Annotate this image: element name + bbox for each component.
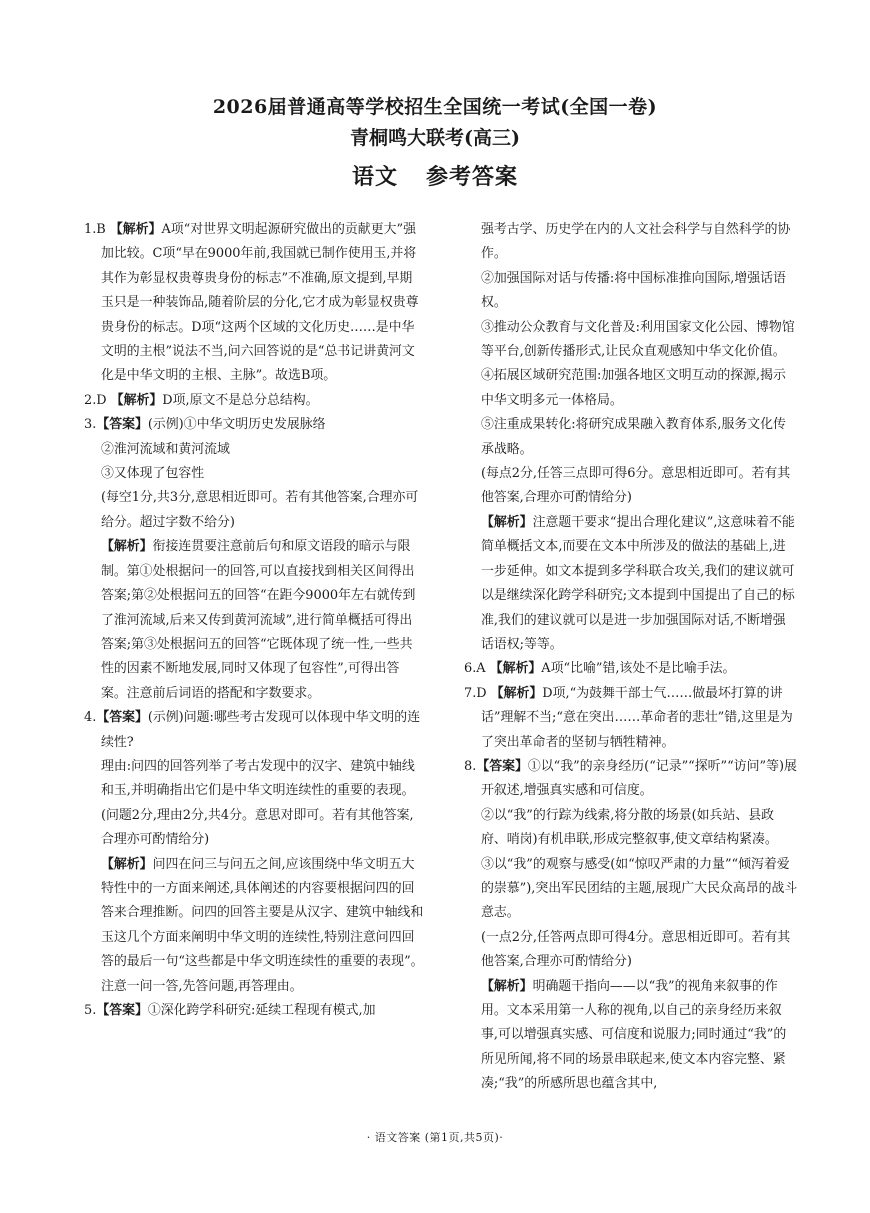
answer-paragraph (84, 755, 424, 804)
answer-paragraph (464, 364, 798, 413)
section-tag: 【答案】 (96, 710, 148, 726)
page-footer: · 语文答案 (第1页,共5页)· (366, 1131, 504, 1144)
section-tag: 【答案】 (96, 417, 148, 433)
answer-paragraph (464, 657, 798, 681)
answer-text: A项“比喻”错,该处不是比喻手法。 (541, 661, 736, 677)
section-tag: 【解析】 (109, 222, 162, 237)
question-number: 8. (464, 758, 477, 774)
answer-text: ③以“我”的观察与感受(如“惊叹严肃的力量”“倾泻着爱的崇慕”),突出军民团结的主题,展现广大民众高昂的战斗意志。 (481, 856, 798, 921)
section-tag: 【答案】 (476, 758, 528, 774)
answer-paragraph (464, 316, 798, 365)
answer-text: ④拓展区域研究范围:加强各地区文明互动的探源,揭示中华文明多元一体格局。 (481, 368, 786, 408)
answer-text: ②以“我”的行踪为线索,将分散的场景(如兵站、县政府、哨岗)有机串联,形成完整叙事,使文章结构紧凑。 (481, 807, 778, 848)
answer-text: 注意题干要求“提出合理化建议”,这意味着不能简单概括文本,而要在文本中所涉及的做法的基础上,进一步延伸。如文本提到多学科联合攻关,我们的建议就可以是继续深化跨学科研究;文本提到中国提出了自己的标准,我们的建议就可以是进一步加强国际对话,不断增强话语权;等等。 (481, 514, 795, 652)
answer-text: A项“对世界文明起源研究做出的贡献更大”强加比较。C项“早在9000年前,我国就已制作使用玉,并将其作为彰显权贵尊贵身份的标志”不准确,原文提到,早期玉只是一种装饰品,随着阶层的分化,它才成为彰显权贵尊贵身份的标志。D项“这两个区域的文化历史……是中华文明的主根”说法不当,问六回答说的是“总书记讲黄河文化是中华文明的主根、主脉”。故选B项。 (101, 222, 419, 384)
answer-text: ③又体现了包容性 (101, 466, 205, 482)
answer-text: 强考古学、历史学在内的人文社会科学与自然科学的协作。 (481, 222, 791, 262)
question-number: 3. (84, 417, 97, 433)
answer-paragraph (464, 804, 798, 853)
section-tag: 【解析】 (490, 685, 543, 701)
answer-paragraph (84, 462, 424, 486)
question-number: 7.D (464, 685, 491, 701)
answer-paragraph (84, 486, 424, 535)
answer-text: ②淮河流域和黄河流域 (101, 441, 230, 457)
answer-paragraph (84, 389, 424, 413)
answer-paragraph (84, 535, 424, 706)
right-column (464, 218, 798, 1097)
answer-text: ①以“我”的亲身经历(“记录”“探听”“访问”等)展开叙述,增强真实感和可信度。 (481, 758, 797, 799)
answer-paragraph (464, 511, 798, 657)
answer-paragraph (84, 804, 424, 853)
answer-paragraph (464, 926, 798, 975)
answer-text: (每空1分,共3分,意思相近即可。若有其他答案,合理亦可给分。超过字数不给分) (101, 490, 419, 530)
answer-text: D项,“为鼓舞干部士气……做最坏打算的讲话”理解不当;“意在突出……革命者的悲壮”错,这里是为了突出革命者的坚韧与牺牲精神。 (481, 685, 793, 750)
question-number: 6.A (464, 661, 490, 677)
answer-paragraph (84, 999, 424, 1023)
left-column (84, 218, 424, 1023)
subject-heading (0, 160, 870, 191)
answer-paragraph (464, 413, 798, 462)
answer-text: (示例)问题:哪些考古发现可以体现中华文明的连续性? (101, 710, 421, 750)
answer-text: ①深化跨学科研究:延续工程现有模式,加 (147, 1003, 376, 1018)
question-number: 2.D (84, 392, 111, 408)
subject-name: 语文 (351, 164, 398, 190)
section-tag: 【解析】 (481, 978, 533, 994)
answer-paragraph (84, 413, 424, 437)
answer-text: D项,原文不是总分总结构。 (162, 392, 319, 408)
answer-paragraph (464, 755, 798, 804)
answer-text: (每点2分,任答三点即可得6分。意思相近即可。若有其他答案,合理亦可酌情给分) (481, 466, 791, 506)
answer-text: 理由:问四的回答列举了考古发现中的汉字、建筑中轴线和玉,并明确指出它们是中华文明连续性的重要的表现。 (101, 758, 415, 799)
answer-paragraph (84, 438, 424, 462)
answer-paragraph (84, 853, 424, 999)
answer-paragraph (464, 218, 798, 267)
document-type: 参考答案 (426, 164, 519, 190)
answer-text: (问题2分,理由2分,共4分。意思对即可。若有其他答案,合理亦可酌情给分) (101, 807, 414, 848)
answer-paragraph (464, 853, 798, 926)
answer-paragraph (464, 682, 798, 755)
question-number: 1.B (84, 222, 110, 237)
section-tag: 【解析】 (481, 514, 533, 530)
exam-subtitle: 青桐鸣大联考(高三) (350, 127, 520, 149)
answer-text: (示例)①中华文明历史发展脉络 (147, 417, 326, 433)
section-tag: 【答案】 (96, 1003, 148, 1018)
answer-paragraph (464, 975, 798, 1097)
section-tag: 【解析】 (101, 539, 153, 555)
exam-title: 2026届普通高等学校招生全国统一考试(全国一卷) (212, 96, 658, 118)
answer-paragraph (464, 462, 798, 511)
section-tag: 【解析】 (110, 392, 163, 408)
answer-text: ②加强国际对话与传播:将中国标准推向国际,增强话语权。 (481, 270, 786, 311)
answer-text: ③推动公众教育与文化普及:利用国家文化公园、博物馆等平台,创新传播形式,让民众直观感知中华文化价值。 (481, 319, 795, 360)
answer-text: 问四在问三与问五之间,应该围绕中华文明五大特性中的一方面来阐述,具体阐述的内容要根据问四的回答来合理推断。问四的回答主要是从汉字、建筑中轴线和玉这几个方面来阐明中华文明的连续性,特别注意问四回答的最后一句“这些都是中华文明连续性的重要的表现”。注意一问一答,先答问题,再答理由。 (101, 856, 424, 994)
section-tag: 【解析】 (489, 661, 542, 677)
answer-text: 衔接连贯要注意前后句和原文语段的暗示与限制。第①处根据问一的回答,可以直接找到相关区间得出答案;第②处根据问五的回答“在距今9000年左右就传到了淮河流域,后来又传到黄河流域”,进行简单概括可得出答案;第③处根据问五的回答“它既体现了统一性,一些共性的因素不断地发展,同时又体现了包容性”,可得出答案。注意前后词语的搭配和字数要求。 (101, 539, 416, 701)
answer-text: (一点2分,任答两点即可得4分。意思相近即可。若有其他答案,合理亦可酌情给分) (481, 929, 791, 970)
answer-paragraph (84, 218, 424, 389)
answer-text: ⑤注重成果转化:将研究成果融入教育体系,服务文化传承战略。 (481, 417, 786, 457)
answer-paragraph (84, 706, 424, 755)
answer-text: 明确题干指向——以“我”的视角来叙事的作用。文本采用第一人称的视角,以自己的亲身经历来叙事,可以增强真实感、可信度和说服力;同时通过“我”的所见所闻,将不同的场景串联起来,使文本内容完整、紧凑;“我”的所感所思也蕴含其中, (481, 978, 787, 1092)
question-number: 4. (84, 710, 97, 726)
question-number: 5. (84, 1003, 97, 1018)
section-tag: 【解析】 (101, 856, 153, 872)
answer-paragraph (464, 267, 798, 316)
